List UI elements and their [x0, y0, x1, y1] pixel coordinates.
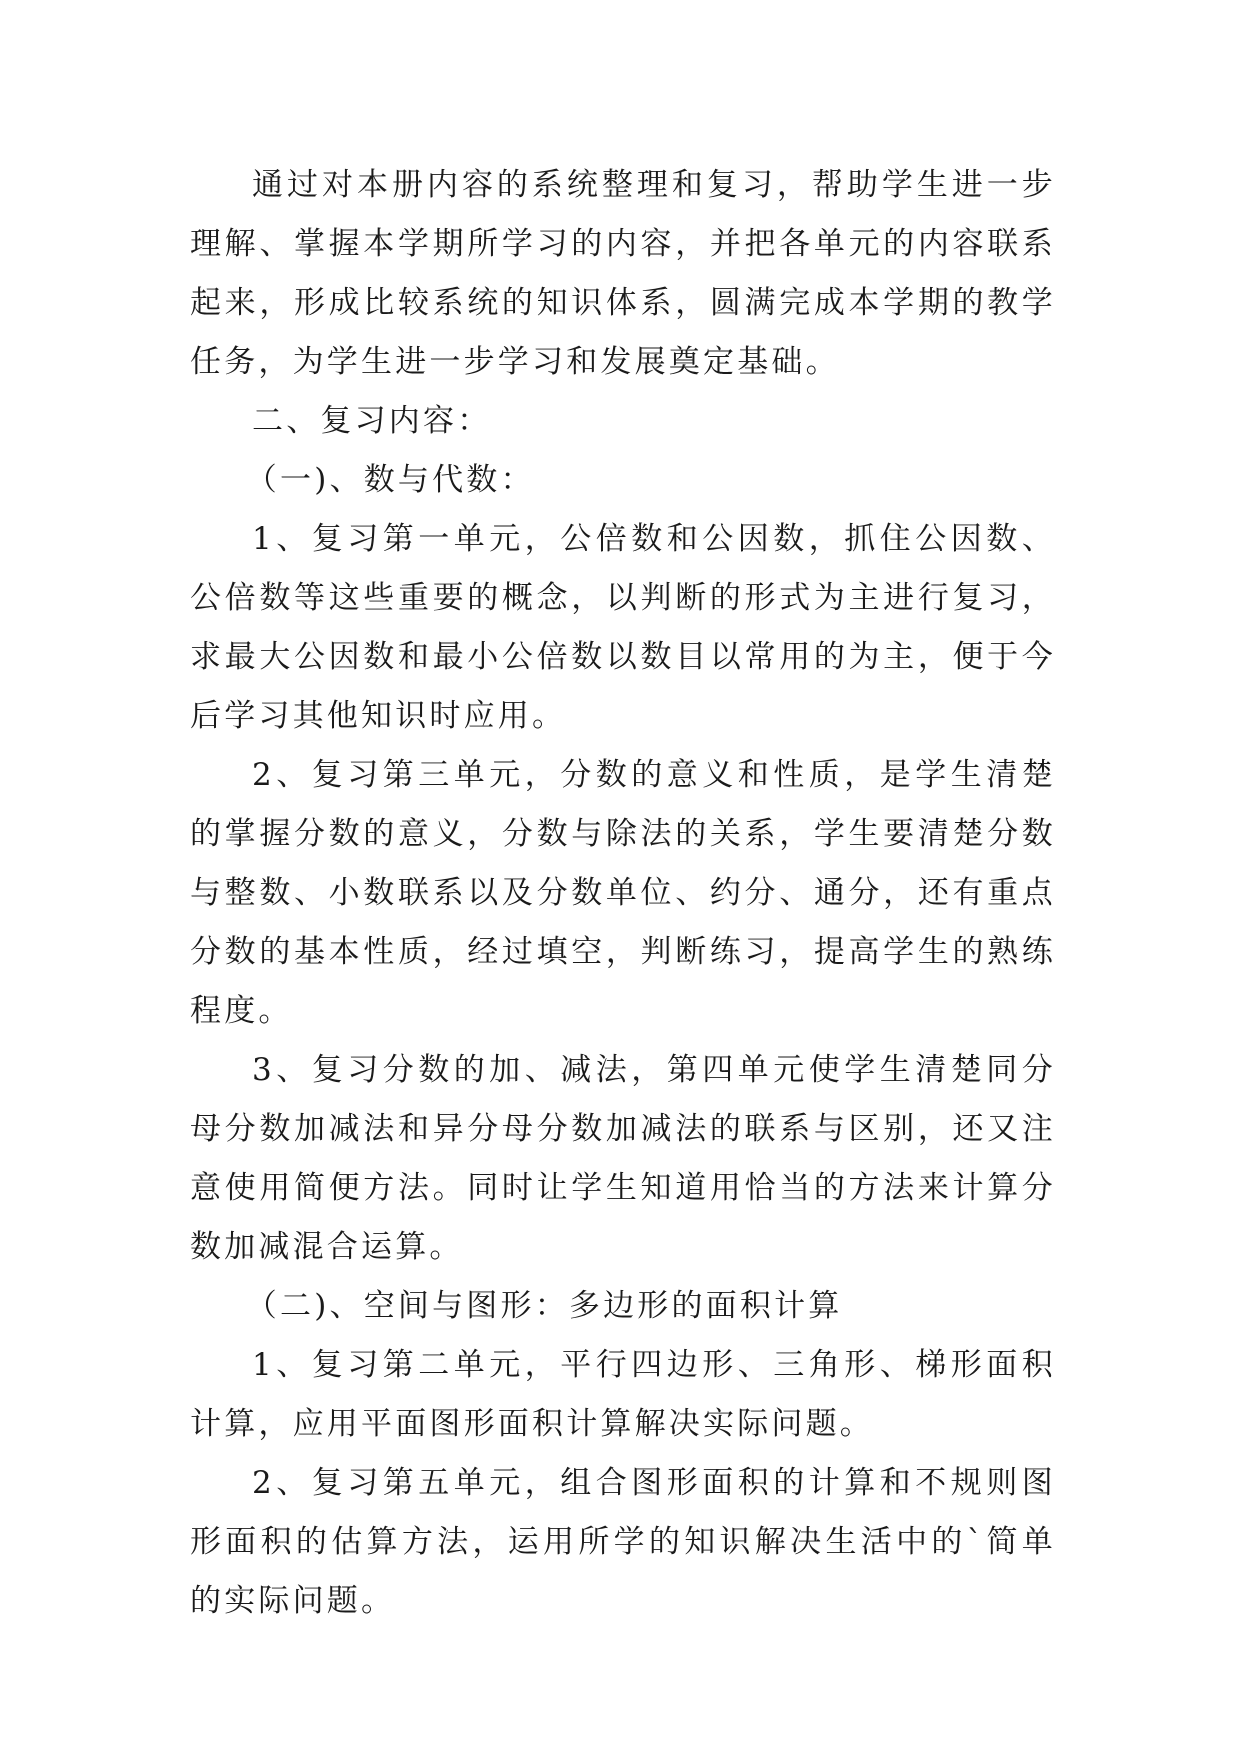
heading-review-content: 二、复习内容： — [252, 403, 492, 439]
paragraph-unit-5: 2、复习第五单元，组合图形面积的计算和不规则图形面积的估算方法，运用所学的知识解决生活中的`简单的实际问题。 — [190, 1465, 1056, 1619]
subheading-number-algebra: （一)、数与代数： — [245, 462, 535, 498]
paragraph-unit-4: 3、复习分数的加、减法，第四单元使学生清楚同分母分数加减法和异分母分数加减法的联系与区别，还又注意使用简便方法。同时让学生知道用恰当的方法来计算分数加减混合运算。 — [190, 1052, 1056, 1265]
paragraph-unit-2: 1、复习第二单元，平行四边形、三角形、梯形面积计算，应用平面图形面积计算解决实际问题。 — [190, 1347, 1056, 1442]
paragraph-intro: 通过对本册内容的系统整理和复习，帮助学生进一步理解、掌握本学期所学习的内容，并把各单元的内容联系起来，形成比较系统的知识体系，圆满完成本学期的教学任务，为学生进一步学习和发展奠定基础。 — [190, 167, 1056, 380]
paragraph-unit-3: 2、复习第三单元，分数的意义和性质，是学生清楚的掌握分数的意义，分数与除法的关系，学生要清楚分数与整数、小数联系以及分数单位、约分、通分，还有重点分数的基本性质，经过填空，判断练习，提高学生的熟练程度。 — [190, 757, 1056, 1029]
paragraph-unit-1: 1、复习第一单元，公倍数和公因数，抓住公因数、公倍数等这些重要的概念，以判断的形式为主进行复习，求最大公因数和最小公倍数以数目以常用的为主，便于今后学习其他知识时应用。 — [190, 521, 1056, 734]
subheading-space-shape: （二)、空间与图形：多边形的面积计算 — [245, 1288, 843, 1324]
document-body — [190, 156, 1056, 1631]
